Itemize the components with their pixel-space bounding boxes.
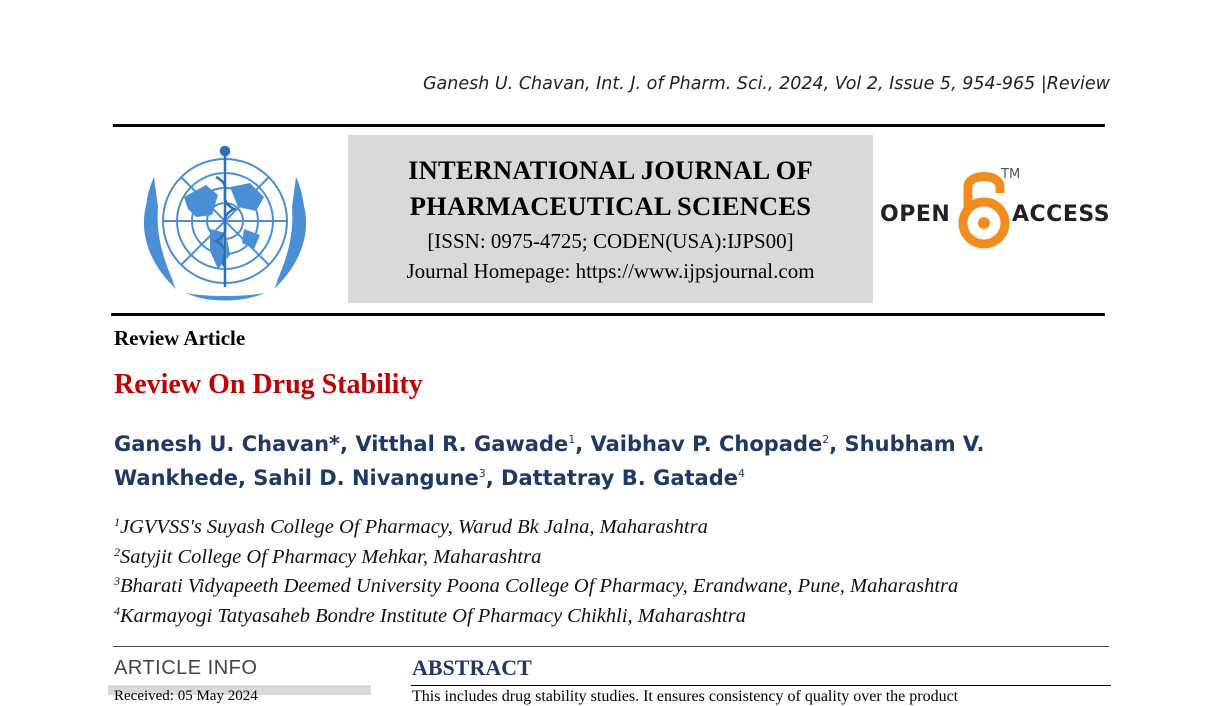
author-name: Vaibhav P. Chopade (590, 432, 823, 456)
affiliation-number: 4 (114, 603, 120, 618)
journal-name (348, 152, 873, 224)
affiliation-number: 1 (114, 515, 120, 529)
affiliation-text: Bharati Vidyapeeth Deemed University Poona College Of Pharmacy, Erandwane, Pune, Maharashtra (120, 575, 959, 597)
author-affiliation-sup: 3 (478, 467, 486, 480)
author-list: Ganesh U. Chavan*, Vitthal R. Gawade$^1$, Vaibhav P. Chopade$^2$, Shubham V. Wankhede, Sahil D. Nivangune$^3$, Dattatray B. Gatade$^4$ (114, 432, 985, 490)
author-affiliation-sup: 1 (568, 433, 576, 446)
open-access-access-text: ACCESS (1012, 202, 1111, 227)
author-name: Vitthal R. Gawade (355, 432, 569, 456)
affiliation-text: Satyjit College Of Pharmacy Mehkar, Maharashtra (120, 545, 542, 568)
affiliation-text: Karmayogi Tatyasaheb Bondre Institute Of Pharmacy Chikhli, Maharashtra (120, 604, 746, 627)
journal-issn: [ISSN: 0975-4725; CODEN(USA):IJPS00] (427, 229, 794, 253)
un-emblem-logo (126, 137, 324, 305)
journal-name-line1: INTERNATIONAL JOURNAL OF (408, 155, 813, 185)
abstract-rule (411, 685, 1111, 686)
affiliation-item (114, 543, 958, 573)
affiliation-item (114, 572, 958, 602)
author-affiliation-sup: 2 (822, 433, 830, 446)
affiliation-number: 2 (114, 544, 120, 559)
section-divider (113, 646, 1109, 647)
author-name: Ganesh U. Chavan* (114, 432, 341, 456)
running-head: Ganesh U. Chavan, Int. J. of Pharm. Sci., 2024, Vol 2, Issue 5, 954-965 |Review (422, 74, 1110, 94)
author-affiliation-sup: 4 (737, 467, 745, 480)
received-date: Received: 05 May 2024 (114, 688, 258, 704)
author-name: Shubham V. Wankhede (114, 432, 985, 490)
article-title: Review On Drug Stability (114, 369, 423, 400)
open-access-logo (880, 165, 1110, 255)
article-info-box (108, 685, 371, 704)
header-top-rule (113, 124, 1105, 127)
abstract-text: This includes drug stability studies. It ensures consistency of quality over the product (412, 688, 959, 705)
affiliation-item (114, 602, 958, 632)
open-access-tm: TM (1001, 167, 1021, 182)
author-name: Sahil D. Nivangune (253, 466, 479, 490)
affiliation-list (114, 513, 958, 631)
abstract-heading: ABSTRACT (412, 655, 532, 680)
affiliation-item (114, 513, 958, 543)
affiliation-number: 3 (114, 574, 120, 588)
open-access-open-text: OPEN (880, 202, 951, 227)
journal-homepage: Journal Homepage: https://www.ijpsjournal.com (406, 259, 815, 283)
article-type: Review Article (114, 326, 246, 350)
journal-name-line2: PHARMACEUTICAL SCIENCES (409, 191, 812, 221)
author-name: Dattatray B. Gatade (501, 466, 738, 490)
article-info-heading: ARTICLE INFO (114, 657, 258, 679)
journal-title-box (348, 135, 873, 303)
header-bottom-rule (111, 313, 1105, 316)
affiliation-text: JGVVSS's Suyash College Of Pharmacy, Warud Bk Jalna, Maharashtra (120, 516, 708, 538)
